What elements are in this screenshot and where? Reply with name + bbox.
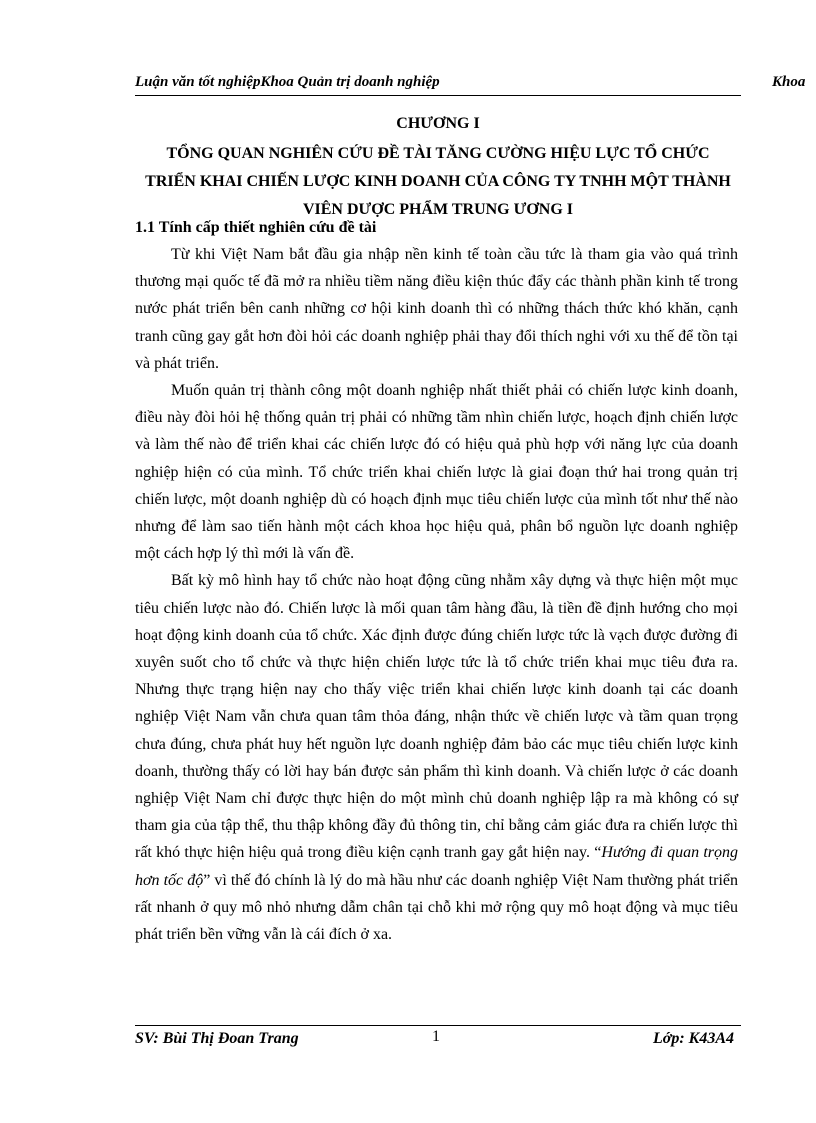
paragraph-1: Từ khi Việt Nam bắt đầu gia nhập nền kinh tế toàn cầu tức là tham gia vào quá trình thương mại quốc tế đã mở ra nhiều tiềm năng điều kiện thúc đẩy các thành phần kinh tế trong nước phát triển bên canh những cơ hội kinh doanh thì có những thách thức khó khăn, cạnh tranh cũng gay gắt hơn đòi hỏi các doanh nghiệp phải thay đổi thích nghi với xu thế để tồn tại và phát triển. — [135, 246, 738, 372]
header-divider — [135, 95, 741, 96]
body-text — [135, 241, 738, 948]
running-header-right: Khoa — [772, 74, 806, 90]
page-number: 1 — [432, 1028, 440, 1045]
quoted-phrase: Hướng đi quan trọng hơn tốc độ — [135, 844, 739, 889]
chapter-title: TỔNG QUAN NGHIÊN CỨU ĐỀ TÀI TĂNG CƯỜNG HIỆU LỰC TỔ CHỨC TRIỂN KHAI CHIẾN LƯỢC KINH DOANH CỦA CÔNG TY TNHH MỘT THÀNH VIÊN DƯỢC PHẨM TRUNG ƯƠNG I — [145, 145, 731, 218]
chapter-label: CHƯƠNG I — [396, 115, 480, 132]
paragraph-2: Muốn quản trị thành công một doanh nghiệp nhất thiết phải có chiến lược kinh doanh, điều này đòi hỏi hệ thống quản trị phải có những tầm nhìn chiến lược, hoạch định chiến lược và làm thế nào để triển khai các chiến lược đó có hiệu quả phù hợp với năng lực của doanh nghiệp hiện có của mình. Tổ chức triển khai chiến lược là giai đoạn thứ hai trong quản trị chiến lược, một doanh nghiệp dù có hoạch định mục tiêu chiến lược của mình tốt như thế nào nhưng để làm sao tiến hành một cách khoa học hiệu quả, phân bổ nguồn lực doanh nghiệp một cách hợp lý thì mới là vấn đề. — [135, 382, 738, 563]
paragraph-3 — [135, 567, 738, 948]
footer-student-name: SV: Bùi Thị Đoan Trang — [135, 1030, 299, 1047]
footer-class: Lớp: K43A4 — [652, 1030, 734, 1047]
footer-divider — [135, 1025, 741, 1026]
running-header-left: Luận văn tốt nghiệpKhoa Quản trị doanh nghiệp — [135, 74, 440, 90]
paragraph-3-text-end: ” vì thế đó chính là lý do mà hầu như các doanh nghiệp Việt Nam thường phát triển rất nhanh ở quy mô nhỏ nhưng dẫm chân tại chỗ khi mở rộng quy mô hoạt động và mục tiêu phát triển bền vững vẫn là cái đích ở xa. — [135, 871, 738, 944]
section-heading: 1.1 Tính cấp thiết nghiên cứu đề tài — [135, 219, 377, 236]
paragraph-3-text-start: Bất kỳ mô hình hay tổ chức nào hoạt động cũng nhằm xây dựng và thực hiện một mục tiêu chiến lược nào đó. Chiến lược là mối quan tâm hàng đầu, là tiền đề định hướng cho mọi hoạt động kinh doanh của tổ chức. Xác định được đúng chiến lược tức là vạch được đường đi xuyên suốt cho tổ chức và thực hiện chiến lược tức là tổ chức triển khai mục tiêu đưa ra. Nhưng thực trạng hiện nay cho thấy việc triển khai chiến lược kinh doanh tại các doanh nghiệp Việt Nam vẫn chưa quan tâm thỏa đáng, nhận thức về chiến lược và tầm quan trọng chưa đúng, chưa phát huy hết nguồn lực doanh nghiệp đảm bảo các mục tiêu chiến lược kinh doanh, thường thấy có lời hay bán được sản phẩm thì kinh doanh. Và chiến lược ở các doanh nghiệp Việt Nam chỉ được thực hiện do một mình chủ doanh nghiệp lập ra mà không có sự tham gia của tập thể, thu thập không đầy đủ thông tin, chỉ bằng cảm giác đưa ra chiến lược thì rất khó thực hiện hiệu quả trong điều kiện cạnh tranh gay gắt hiện nay. “ — [135, 572, 738, 862]
